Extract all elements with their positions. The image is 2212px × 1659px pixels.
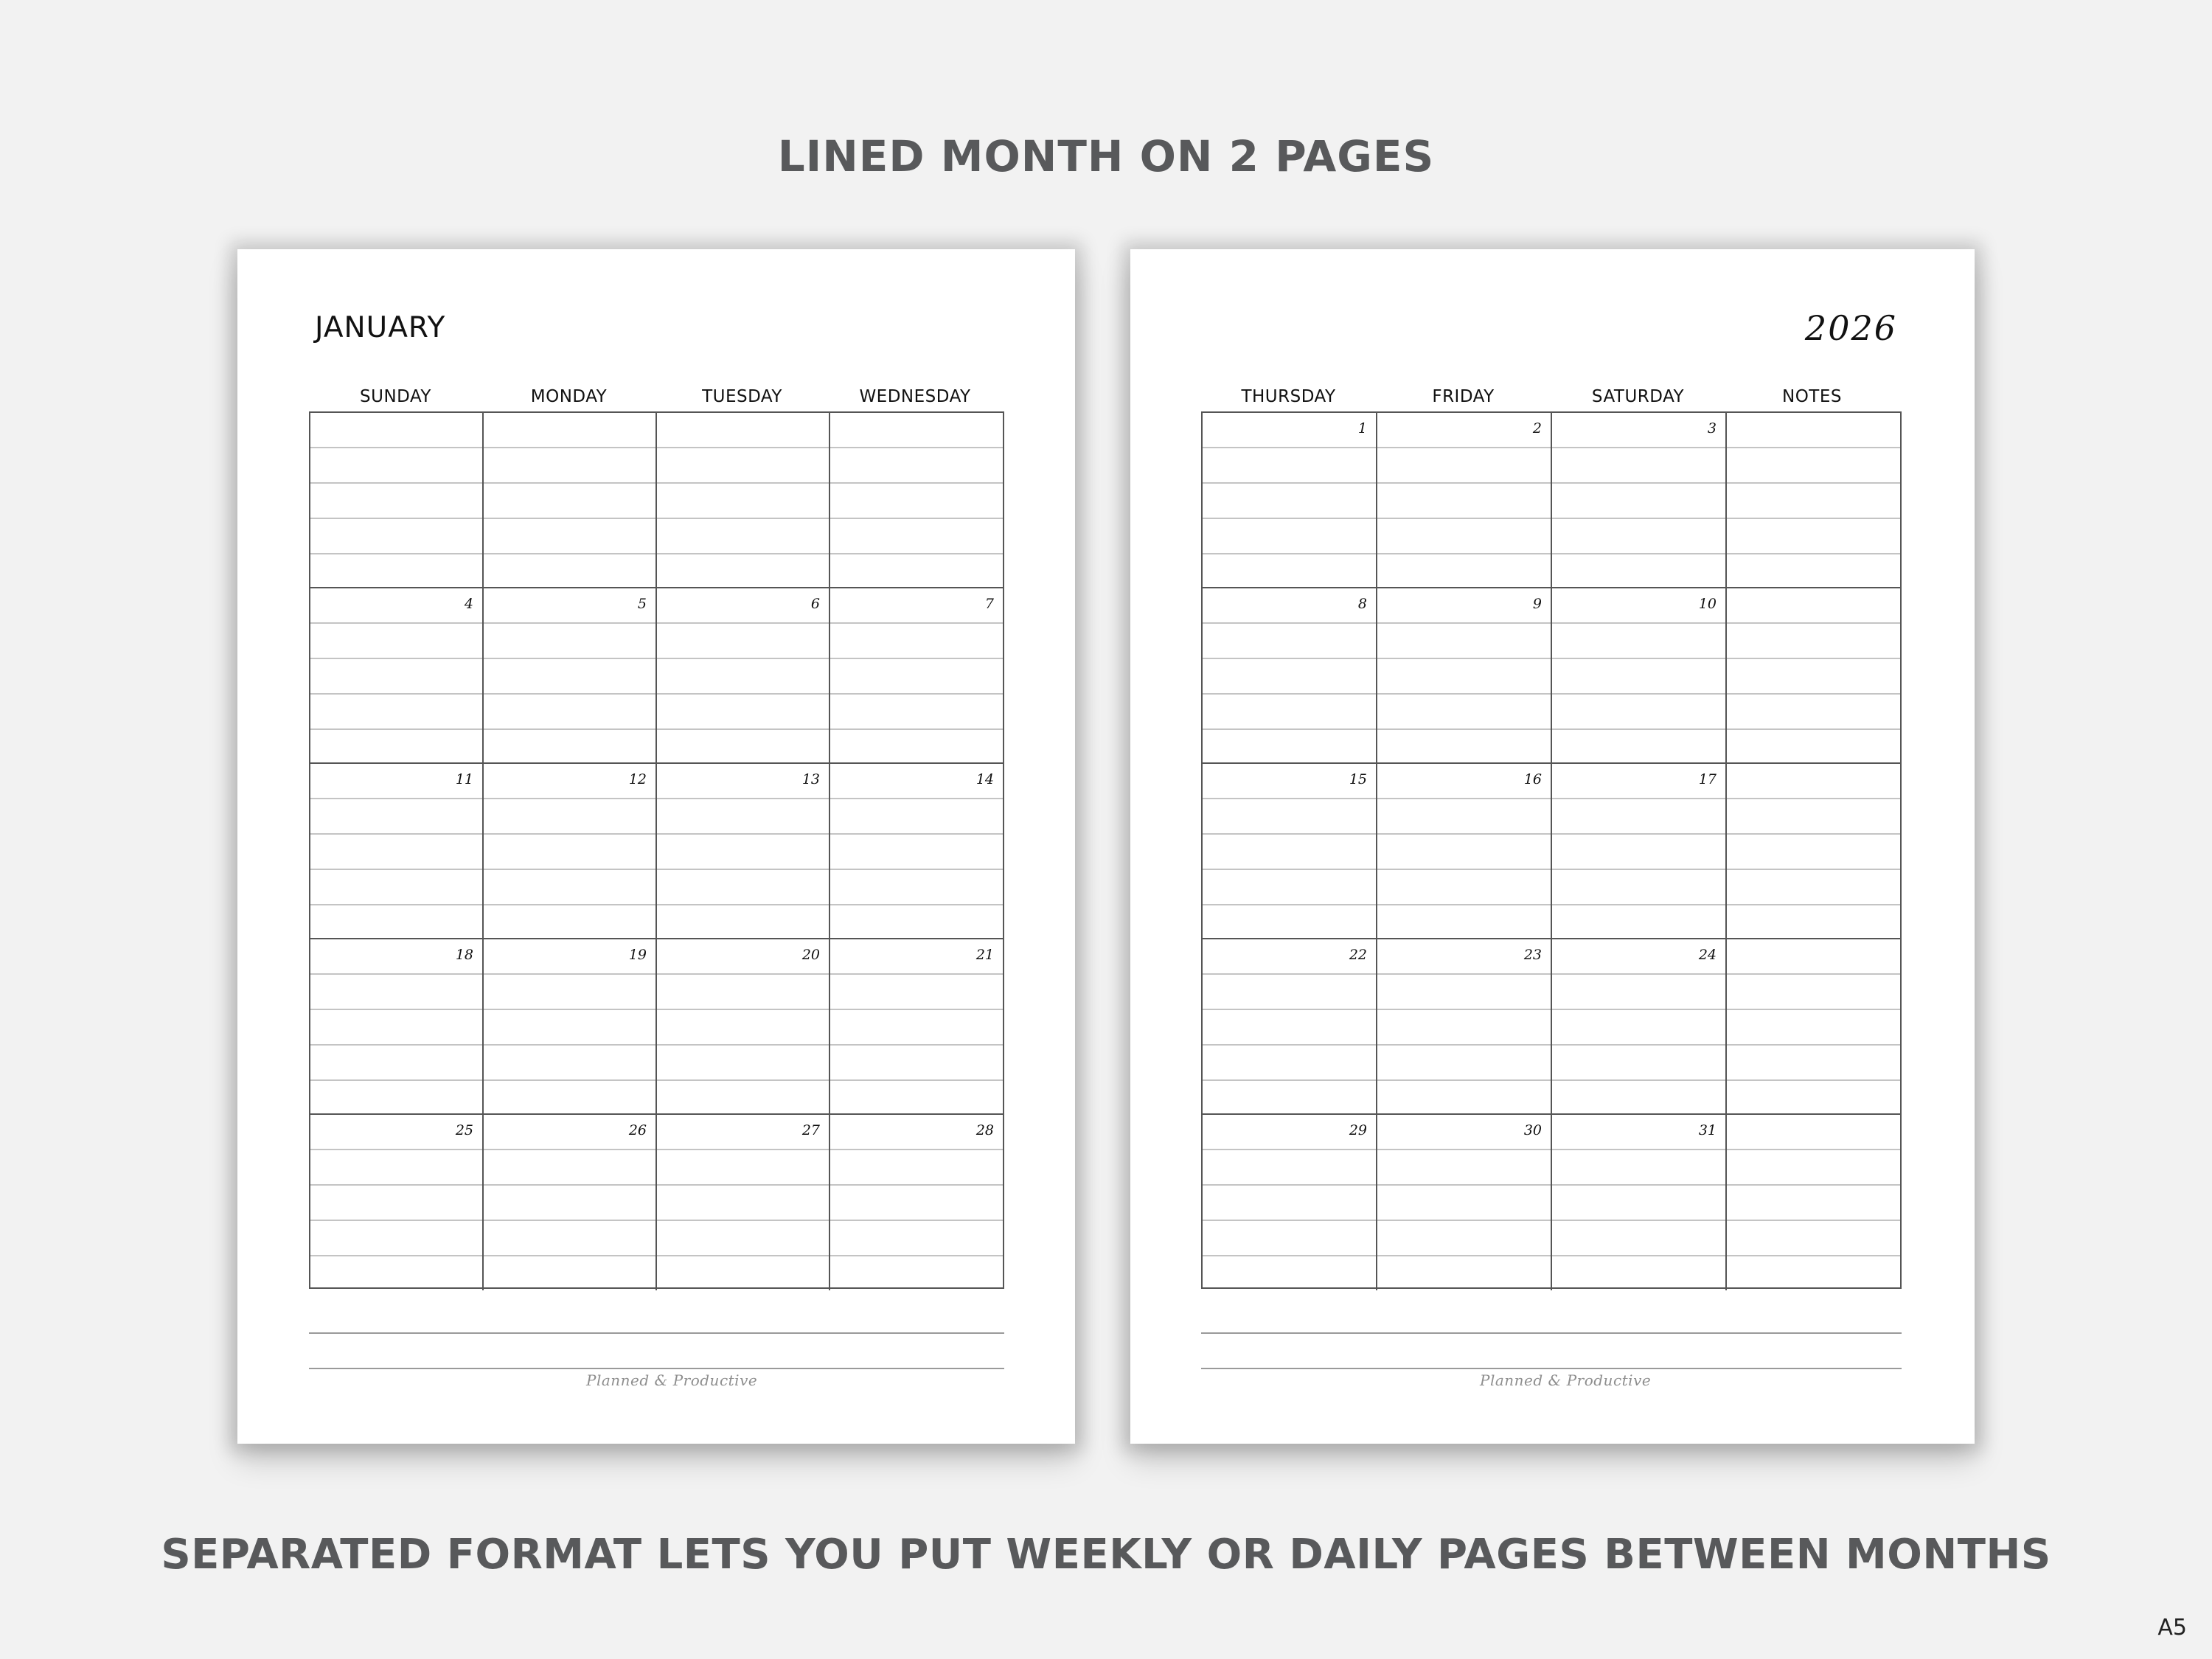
- day-cell: [310, 588, 484, 764]
- date-number: 4: [464, 596, 473, 612]
- day-cell: [1727, 1115, 1900, 1290]
- right-brand-logo: Planned & Productive: [1480, 1371, 1652, 1389]
- date-number: 21: [975, 947, 994, 963]
- right-calendar-grid: [1201, 411, 1902, 1289]
- day-cell: [484, 764, 657, 939]
- date-number: 22: [1349, 947, 1367, 963]
- date-number: 23: [1523, 947, 1542, 963]
- date-number: 9: [1532, 596, 1542, 612]
- date-number: 29: [1349, 1122, 1367, 1138]
- date-number: 15: [1349, 771, 1367, 787]
- left-calendar-grid: [309, 411, 1004, 1289]
- day-cell: [657, 939, 830, 1115]
- day-cell: [830, 764, 1003, 939]
- day-cell: [1377, 1115, 1552, 1290]
- date-number: 5: [637, 596, 647, 612]
- day-cell: [484, 939, 657, 1115]
- left-header-tuesday: TUESDAY: [702, 387, 782, 406]
- day-cell: [1377, 413, 1552, 588]
- date-number: 20: [801, 947, 820, 963]
- left-header-sunday: SUNDAY: [360, 387, 431, 406]
- day-cell: [830, 1115, 1003, 1290]
- date-number: 18: [455, 947, 473, 963]
- day-cell: [1377, 588, 1552, 764]
- day-cell: [830, 413, 1003, 588]
- day-cell: [310, 939, 484, 1115]
- day-cell: [1203, 413, 1377, 588]
- day-cell: [657, 1115, 830, 1290]
- page-title: LINED MONTH ON 2 PAGES: [777, 131, 1435, 181]
- day-cell: [310, 764, 484, 939]
- size-label: A5: [2157, 1615, 2187, 1641]
- day-cell: [830, 939, 1003, 1115]
- left-notes-line-1: [309, 1332, 1004, 1334]
- day-cell: [1203, 1115, 1377, 1290]
- day-cell: [1377, 939, 1552, 1115]
- date-number: 13: [801, 771, 820, 787]
- right-header-thursday: THURSDAY: [1241, 387, 1336, 406]
- date-number: 27: [801, 1122, 820, 1138]
- day-cell: [1203, 764, 1377, 939]
- date-number: 31: [1698, 1122, 1717, 1138]
- day-cell: [1727, 939, 1900, 1115]
- day-cell: [1203, 939, 1377, 1115]
- left-header-monday: MONDAY: [530, 387, 608, 406]
- day-cell: [657, 764, 830, 939]
- day-cell: [310, 1115, 484, 1290]
- right-header-friday: FRIDAY: [1432, 387, 1495, 406]
- left-notes-line-2: [309, 1368, 1004, 1369]
- day-cell: [1552, 939, 1727, 1115]
- day-cell: [1727, 413, 1900, 588]
- day-cell: [1552, 588, 1727, 764]
- day-cell: [1552, 764, 1727, 939]
- date-number: 26: [628, 1122, 647, 1138]
- date-number: 17: [1698, 771, 1717, 787]
- date-number: 3: [1707, 420, 1717, 437]
- day-cell: [484, 1115, 657, 1290]
- date-number: 2: [1532, 420, 1542, 437]
- right-header-saturday: SATURDAY: [1591, 387, 1685, 406]
- day-cell: [1377, 764, 1552, 939]
- date-number: 19: [628, 947, 647, 963]
- year-title: 2026: [1804, 308, 1897, 348]
- date-number: 6: [810, 596, 820, 612]
- day-cell: [1727, 588, 1900, 764]
- date-number: 10: [1698, 596, 1717, 612]
- day-cell: [1727, 764, 1900, 939]
- day-cell: [310, 413, 484, 588]
- bottom-caption: SEPARATED FORMAT LETS YOU PUT WEEKLY OR DAILY PAGES BETWEEN MONTHS: [161, 1531, 2051, 1579]
- date-number: 28: [975, 1122, 994, 1138]
- left-header-wednesday: WEDNESDAY: [859, 387, 971, 406]
- date-number: 16: [1523, 771, 1542, 787]
- day-cell: [484, 413, 657, 588]
- date-number: 14: [975, 771, 994, 787]
- right-header-notes: NOTES: [1782, 387, 1842, 406]
- day-cell: [657, 588, 830, 764]
- day-cell: [657, 413, 830, 588]
- day-cell: [830, 588, 1003, 764]
- date-number: 11: [455, 771, 473, 787]
- day-cell: [484, 588, 657, 764]
- date-number: 12: [628, 771, 647, 787]
- date-number: 30: [1523, 1122, 1542, 1138]
- day-cell: [1552, 1115, 1727, 1290]
- date-number: 24: [1698, 947, 1717, 963]
- date-number: 25: [455, 1122, 473, 1138]
- right-notes-line-1: [1201, 1332, 1902, 1334]
- date-number: 7: [984, 596, 994, 612]
- left-brand-logo: Planned & Productive: [586, 1371, 758, 1389]
- day-cell: [1203, 588, 1377, 764]
- month-title: JANUARY: [315, 311, 446, 344]
- right-notes-line-2: [1201, 1368, 1902, 1369]
- date-number: 1: [1357, 420, 1367, 437]
- date-number: 8: [1357, 596, 1367, 612]
- day-cell: [1552, 413, 1727, 588]
